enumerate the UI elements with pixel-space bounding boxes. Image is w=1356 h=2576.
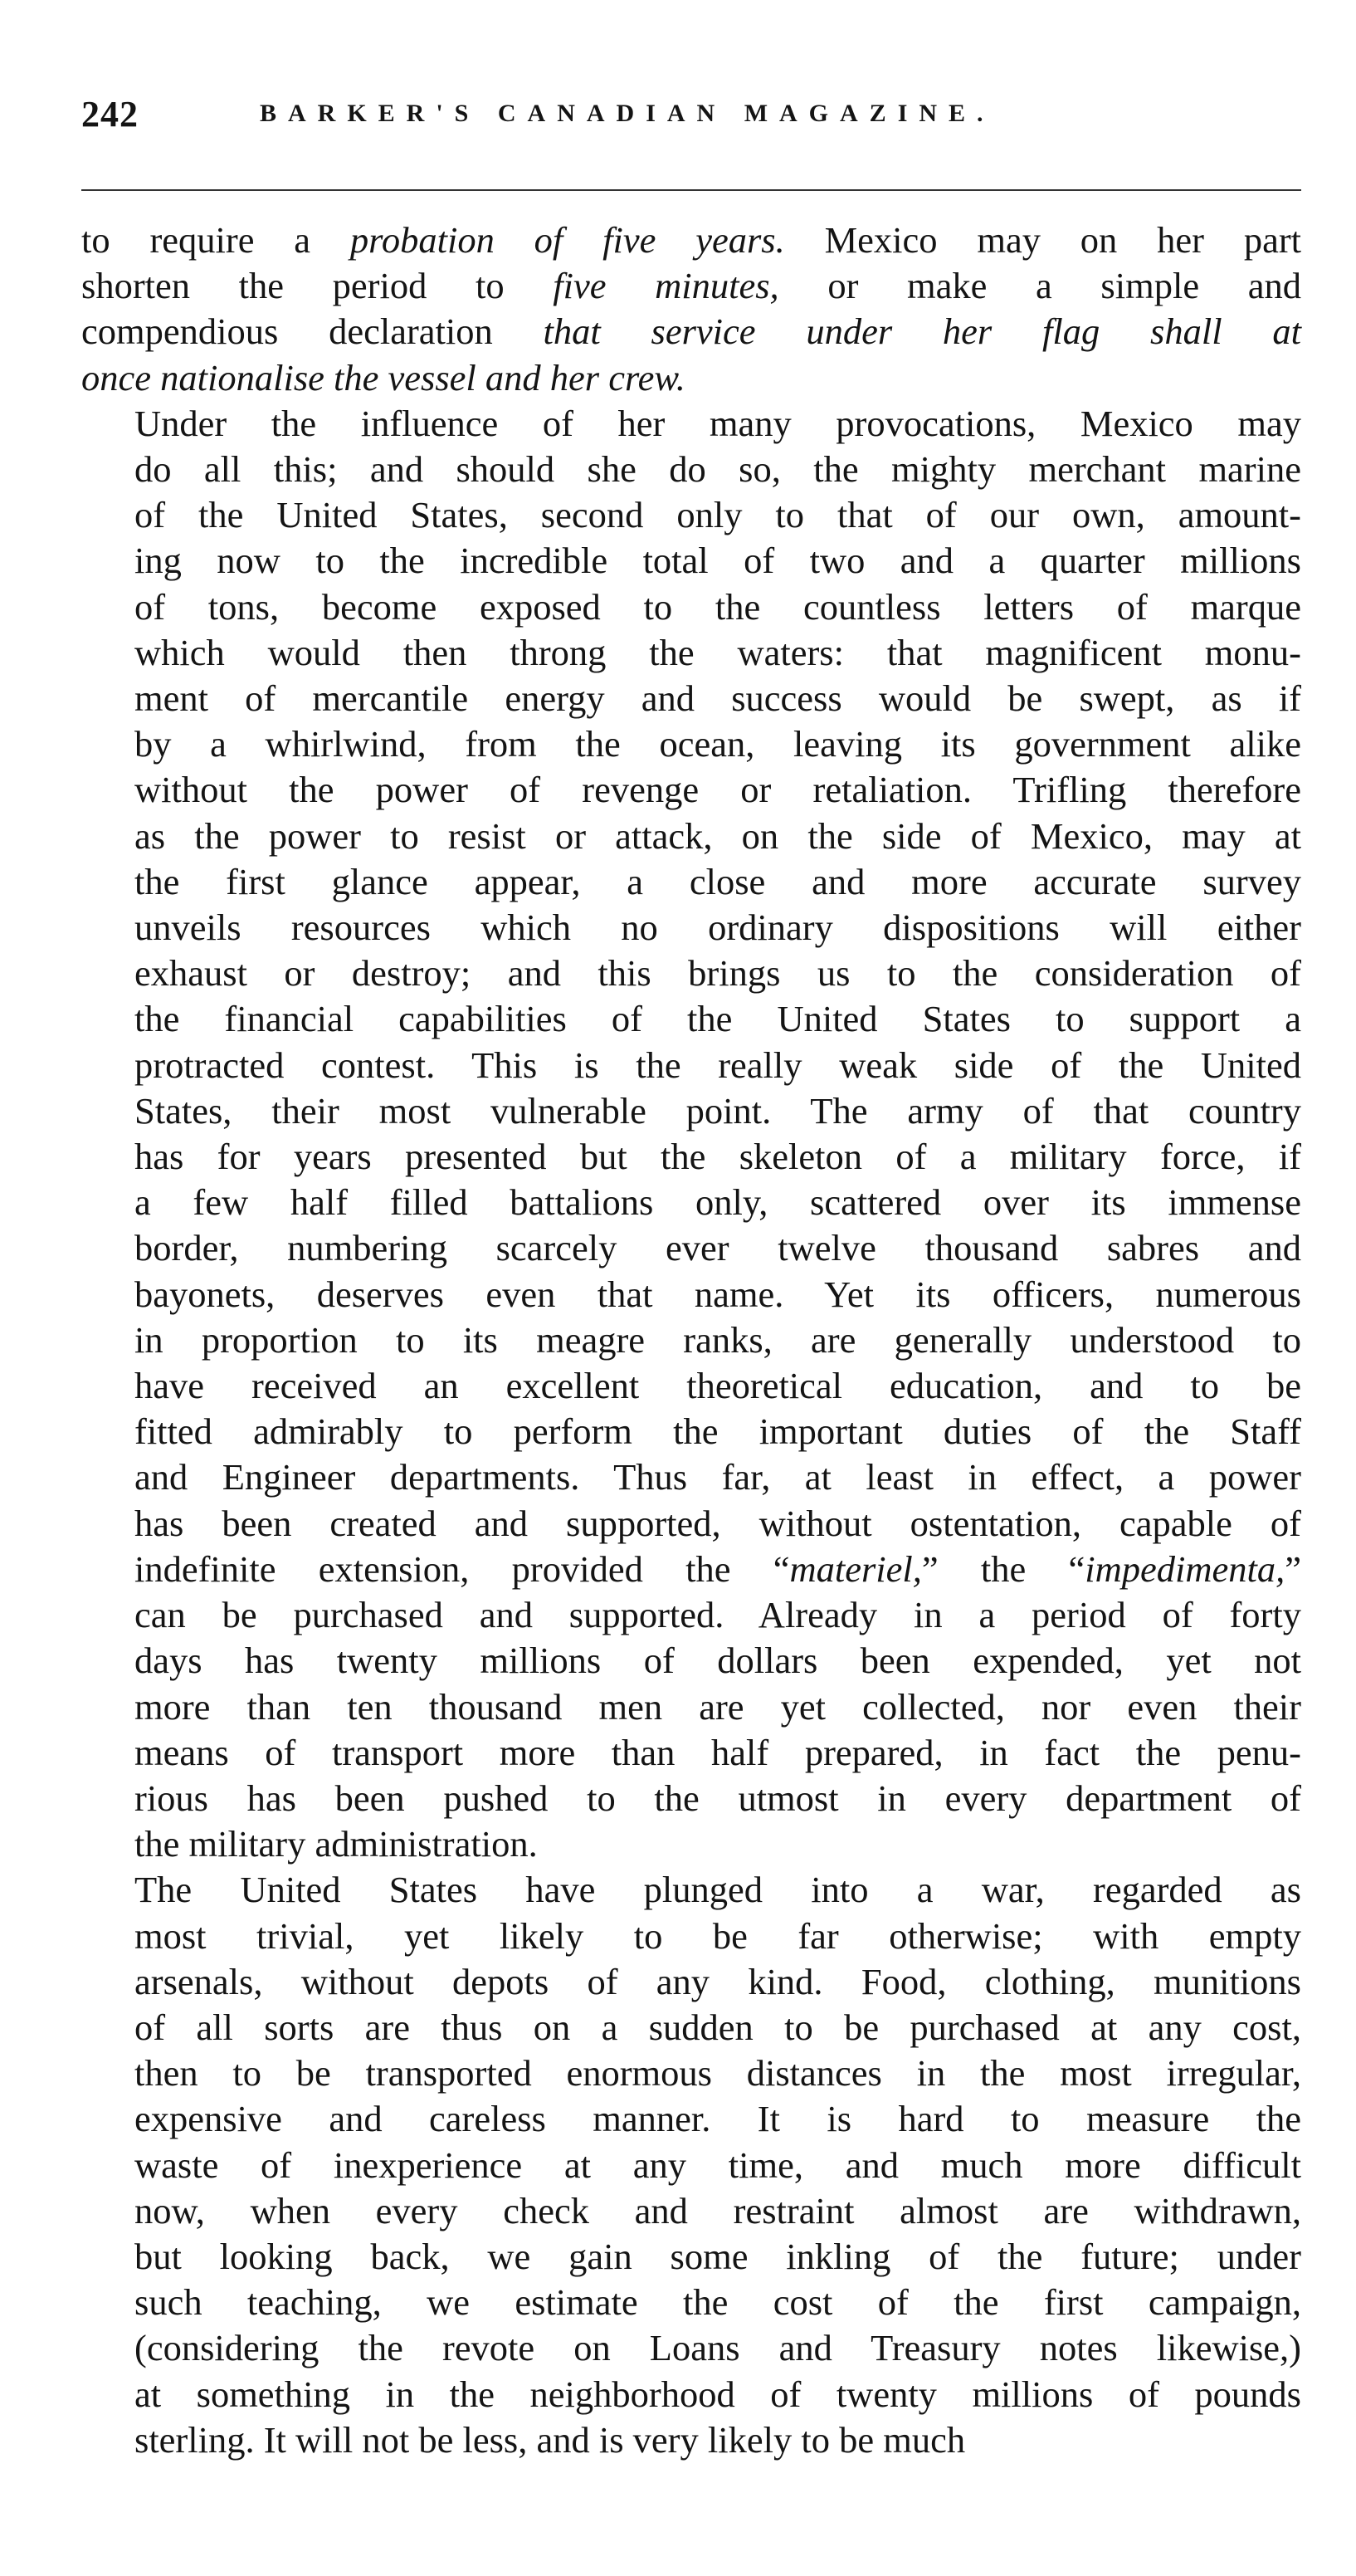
text-segment: waste of inexperience at any time, and much more difficult	[134, 2143, 1301, 2186]
text-segment: shorten the period to	[81, 265, 554, 307]
text-segment: indefinite extension, provided the “	[134, 1547, 790, 1590]
text-line	[81, 492, 1301, 538]
text-line	[81, 263, 1301, 309]
text-segment: can be purchased and supported. Already in a period of forty	[134, 1594, 1301, 1636]
text-line	[81, 2234, 1301, 2280]
text-segment: then to be transported enormous distances in the most irregular,	[134, 2052, 1301, 2095]
text-line	[81, 905, 1301, 951]
text-line	[81, 1134, 1301, 1180]
text-line	[81, 2417, 1301, 2463]
text-line	[81, 630, 1301, 676]
text-line	[81, 2005, 1301, 2051]
text-line	[81, 355, 1301, 401]
text-line	[81, 1638, 1301, 1684]
text-segment: as the power to resist or attack, on the side of Mexico, may at	[134, 814, 1301, 857]
text-line	[81, 1684, 1301, 1730]
text-line	[81, 1225, 1301, 1271]
text-line	[81, 1959, 1301, 2005]
text-segment: border, numbering scarcely ever twelve thousand sabres and	[134, 1227, 1301, 1269]
text-line	[81, 2325, 1301, 2371]
text-segment: rious has been pushed to the utmost in every department of	[134, 1777, 1301, 1819]
text-line	[81, 1592, 1301, 1638]
text-segment: means of transport more than half prepared, in fact the penu-	[134, 1731, 1301, 1773]
italic-text: that service under her flag shall at	[543, 310, 1301, 353]
text-segment: without the power of revenge or retaliation. Trifling therefore	[134, 769, 1301, 811]
text-line	[81, 814, 1301, 859]
text-segment: at something in the neighborhood of twenty millions of pounds	[134, 2373, 1301, 2415]
text-segment: and Engineer departments. Thus far, at least in effect, a power	[134, 1456, 1301, 1498]
text-line	[81, 1914, 1301, 1959]
text-segment: has for years presented but the skeleton of a military force, if	[134, 1136, 1301, 1178]
text-line	[81, 538, 1301, 584]
text-line	[81, 1363, 1301, 1409]
text-segment: of the United States, second only to that of our own, amount-	[134, 494, 1301, 536]
text-line	[81, 2143, 1301, 2188]
text-segment: the first glance appear, a close and more accurate survey	[134, 860, 1301, 902]
text-line	[81, 767, 1301, 813]
text-segment: bayonets, deserves even that name. Yet its officers, numerous	[134, 1273, 1301, 1315]
text-segment: The United States have plunged into a war, regarded as	[134, 1869, 1301, 1911]
text-segment: now, when every check and restraint almost are withdrawn,	[134, 2189, 1301, 2231]
text-segment: ” the “	[921, 1547, 1085, 1590]
text-segment: by a whirlwind, from the ocean, leaving its government alike	[134, 723, 1301, 765]
text-line	[81, 1043, 1301, 1088]
text-segment: in proportion to its meagre ranks, are generally understood to	[134, 1318, 1301, 1361]
text-segment: has been created and supported, without ostentation, capable of	[134, 1502, 1301, 1544]
text-segment: of tons, become exposed to the countless letters of marque	[134, 585, 1301, 628]
text-segment: more than ten thousand men are yet collected, nor even their	[134, 1685, 1301, 1728]
text-segment: exhaust or destroy; and this brings us to the consideration of	[134, 952, 1301, 995]
text-line	[81, 1547, 1301, 1592]
text-segment: fitted admirably to perform the important duties of the Staff	[134, 1410, 1301, 1453]
italic-text: impedimenta,	[1085, 1547, 1285, 1590]
text-line	[81, 1776, 1301, 1821]
italic-text: materiel,	[789, 1547, 922, 1590]
text-line	[81, 1088, 1301, 1134]
italic-text: probation of five years.	[349, 219, 785, 261]
text-line	[81, 1730, 1301, 1776]
text-line	[81, 996, 1301, 1042]
running-head	[81, 93, 1301, 151]
text-line	[81, 1272, 1301, 1317]
text-segment: arsenals, without depots of any kind. Food, clothing, munitions	[134, 1960, 1301, 2002]
text-line	[81, 447, 1301, 492]
text-line	[81, 2096, 1301, 2142]
text-segment: Mexico may on her part	[784, 219, 1302, 261]
text-segment: expensive and careless manner. It is hard to measure the	[134, 2098, 1301, 2140]
header-rule	[81, 189, 1301, 191]
paragraph	[81, 218, 1301, 401]
text-line	[81, 2188, 1301, 2234]
running-title: BARKER'S CANADIAN MAGAZINE.	[260, 100, 995, 127]
text-segment: but looking back, we gain some inkling of the future; under	[134, 2235, 1301, 2277]
text-segment: (considering the revote on Loans and Treasury notes likewise,)	[134, 2327, 1301, 2369]
text-segment: a few half filled battalions only, scattered over its immense	[134, 1181, 1301, 1224]
text-segment: such teaching, we estimate the cost of the first campaign,	[134, 2281, 1301, 2324]
italic-text: five minutes,	[553, 265, 779, 307]
text-line	[81, 2280, 1301, 2325]
paragraph	[81, 1867, 1301, 2463]
text-segment: the military administration.	[134, 1823, 538, 1865]
text-segment: days has twenty millions of dollars been expended, yet not	[134, 1640, 1301, 1682]
italic-text: once nationalise the vessel and her crew.	[81, 356, 685, 398]
paragraph	[81, 401, 1301, 1868]
text-line	[81, 1454, 1301, 1500]
text-line	[81, 1409, 1301, 1454]
text-line	[81, 584, 1301, 630]
text-segment: to require a	[81, 219, 350, 261]
text-segment: compendious declaration	[81, 310, 544, 353]
text-line	[81, 1821, 1301, 1867]
text-line	[81, 676, 1301, 721]
text-segment: ”	[1285, 1547, 1301, 1590]
text-line	[81, 859, 1301, 905]
text-segment: States, their most vulnerable point. The army of that country	[134, 1089, 1301, 1132]
text-segment: the financial capabilities of the United States to support a	[134, 998, 1301, 1040]
text-segment: most trivial, yet likely to be far otherwise; with empty	[134, 1914, 1301, 1957]
text-segment: ing now to the incredible total of two and a quarter millions	[134, 540, 1301, 582]
article-body	[81, 218, 1301, 2463]
text-line	[81, 1180, 1301, 1225]
text-segment: protracted contest. This is the really weak side of the United	[134, 1044, 1301, 1086]
text-segment: or make a simple and	[778, 265, 1301, 307]
text-segment: have received an excellent theoretical education, and to be	[134, 1365, 1301, 1407]
text-line	[81, 721, 1301, 767]
text-line	[81, 1867, 1301, 1913]
text-line	[81, 218, 1301, 263]
text-line	[81, 1317, 1301, 1363]
text-line	[81, 2051, 1301, 2096]
text-line	[81, 309, 1301, 354]
text-line	[81, 401, 1301, 447]
text-segment: of all sorts are thus on a sudden to be purchased at any cost,	[134, 2006, 1301, 2048]
text-segment: ment of mercantile energy and success would be swept, as if	[134, 677, 1301, 720]
text-segment: which would then throng the waters: that magnificent monu-	[134, 631, 1301, 673]
text-segment: unveils resources which no ordinary dispositions will either	[134, 907, 1301, 949]
text-segment: do all this; and should she do so, the mighty merchant marine	[134, 448, 1301, 491]
text-line	[81, 951, 1301, 996]
text-line	[81, 2372, 1301, 2417]
text-line	[81, 1501, 1301, 1547]
text-segment: sterling. It will not be less, and is very likely to be much	[134, 2418, 966, 2461]
page-number: 242	[81, 94, 139, 134]
text-segment: Under the influence of her many provocations, Mexico may	[134, 402, 1301, 444]
